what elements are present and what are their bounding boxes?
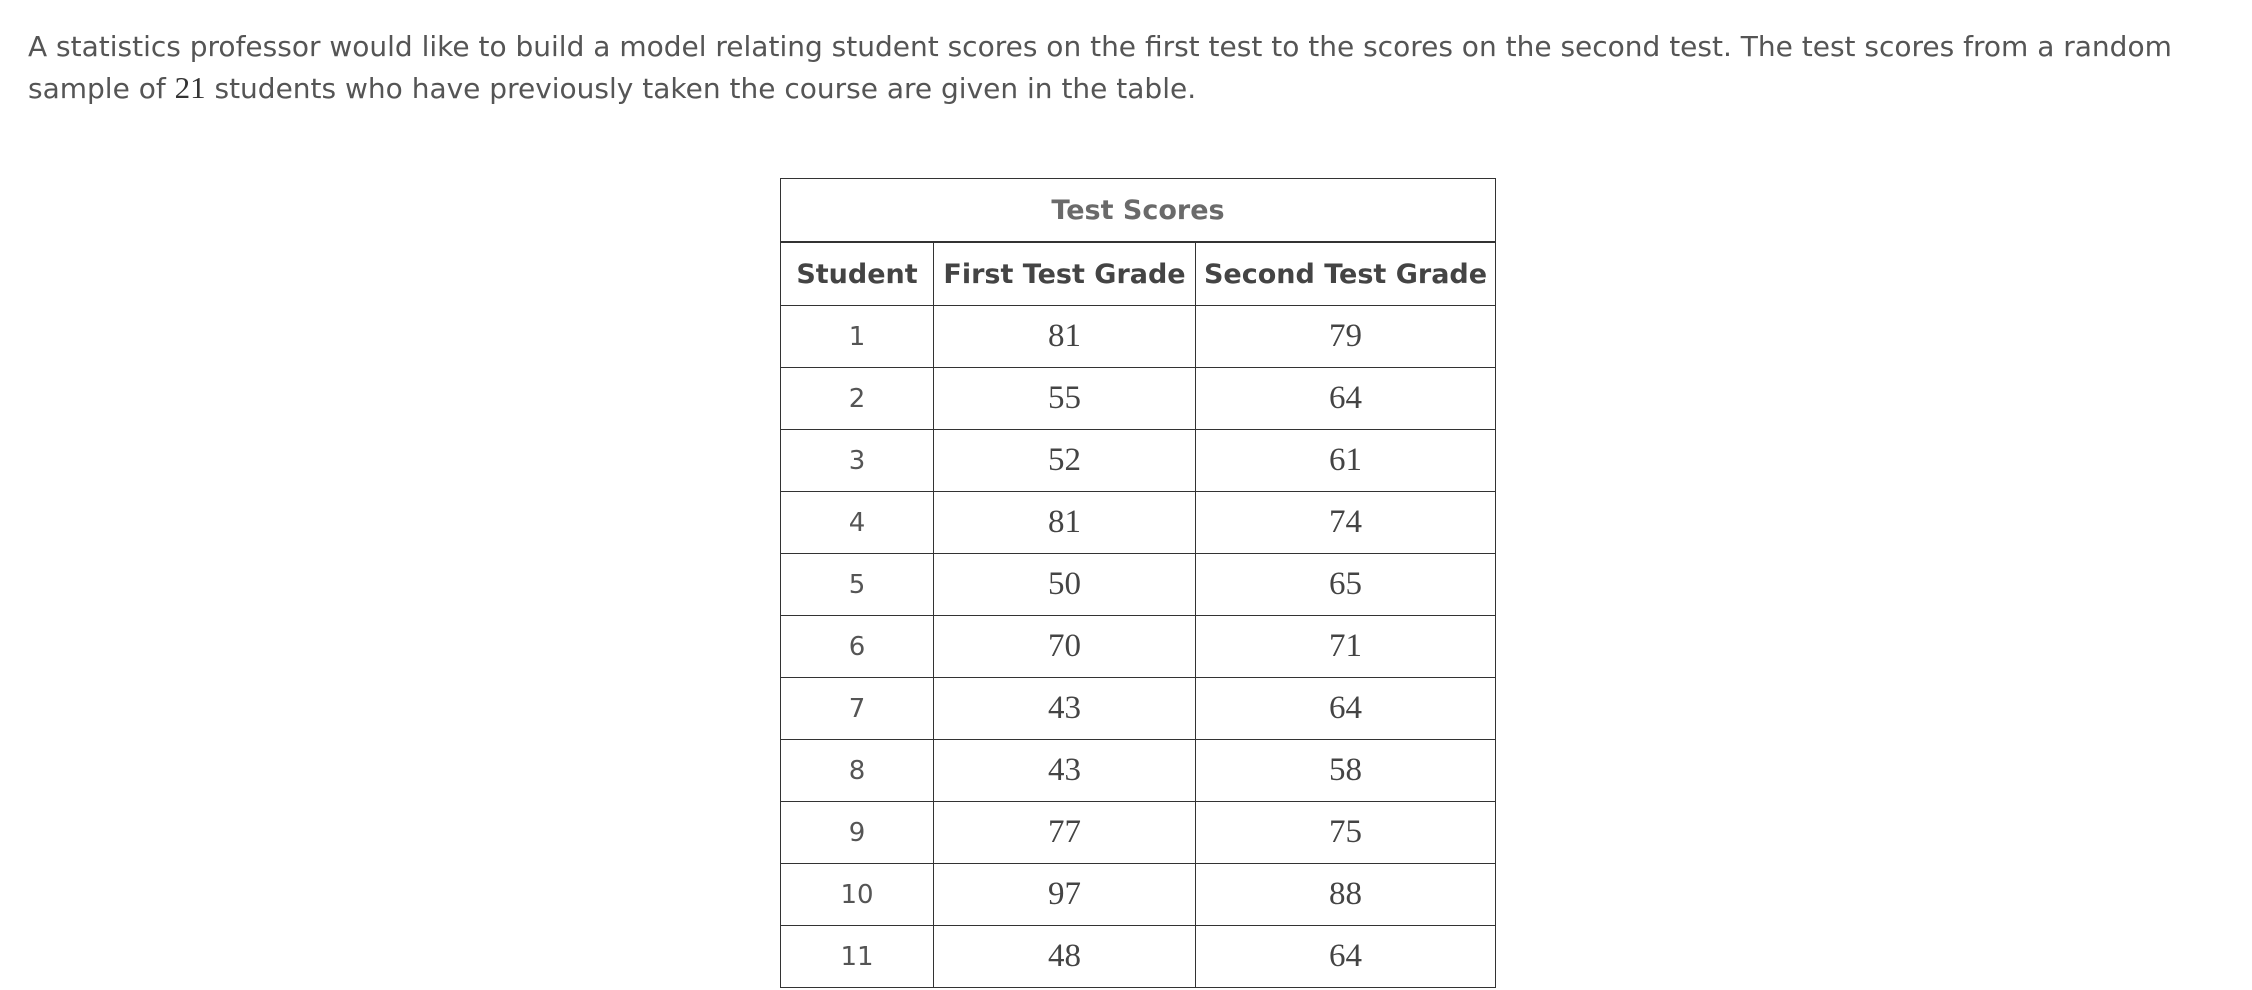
second-test-grade-cell: 64 xyxy=(1196,368,1496,430)
second-test-grade-cell: 61 xyxy=(1196,430,1496,492)
first-test-grade-cell: 55 xyxy=(934,368,1196,430)
second-test-grade-cell: 58 xyxy=(1196,740,1496,802)
table-row xyxy=(781,306,1496,368)
column-header-student: Student xyxy=(781,242,934,306)
student-number-cell: 3 xyxy=(781,430,934,492)
sample-size: 21 xyxy=(174,70,206,105)
second-test-grade-cell: 64 xyxy=(1196,926,1496,988)
table-row xyxy=(781,802,1496,864)
second-test-grade-cell: 65 xyxy=(1196,554,1496,616)
test-scores-table xyxy=(780,178,1496,988)
student-number-cell: 2 xyxy=(781,368,934,430)
table-row xyxy=(781,430,1496,492)
table-row xyxy=(781,740,1496,802)
column-header-first-test-grade: First Test Grade xyxy=(934,242,1196,306)
first-test-grade-cell: 43 xyxy=(934,740,1196,802)
problem-text-after: students who have previously taken the course are given in the table. xyxy=(205,72,1197,105)
student-number-cell: 1 xyxy=(781,306,934,368)
first-test-grade-cell: 43 xyxy=(934,678,1196,740)
table-caption: Test Scores xyxy=(781,179,1496,243)
column-header-second-test-grade: Second Test Grade xyxy=(1196,242,1496,306)
second-test-grade-cell: 74 xyxy=(1196,492,1496,554)
first-test-grade-cell: 81 xyxy=(934,306,1196,368)
second-test-grade-cell: 88 xyxy=(1196,864,1496,926)
table-row xyxy=(781,678,1496,740)
student-number-cell: 9 xyxy=(781,802,934,864)
second-test-grade-cell: 71 xyxy=(1196,616,1496,678)
student-number-cell: 7 xyxy=(781,678,934,740)
student-number-cell: 11 xyxy=(781,926,934,988)
second-test-grade-cell: 75 xyxy=(1196,802,1496,864)
table-row xyxy=(781,926,1496,988)
second-test-grade-cell: 64 xyxy=(1196,678,1496,740)
student-number-cell: 5 xyxy=(781,554,934,616)
table-row xyxy=(781,616,1496,678)
first-test-grade-cell: 77 xyxy=(934,802,1196,864)
student-number-cell: 8 xyxy=(781,740,934,802)
student-number-cell: 10 xyxy=(781,864,934,926)
first-test-grade-cell: 50 xyxy=(934,554,1196,616)
first-test-grade-cell: 48 xyxy=(934,926,1196,988)
first-test-grade-cell: 81 xyxy=(934,492,1196,554)
problem-text-before: A statistics professor would like to build a model relating student scores on the first test to the scores on the second test. The test scores from a random sample of xyxy=(28,30,2172,105)
first-test-grade-cell: 70 xyxy=(934,616,1196,678)
second-test-grade-cell: 79 xyxy=(1196,306,1496,368)
first-test-grade-cell: 97 xyxy=(934,864,1196,926)
table-row xyxy=(781,368,1496,430)
table-row xyxy=(781,864,1496,926)
table-row xyxy=(781,554,1496,616)
student-number-cell: 6 xyxy=(781,616,934,678)
first-test-grade-cell: 52 xyxy=(934,430,1196,492)
problem-statement xyxy=(28,26,2208,109)
table-body xyxy=(781,306,1496,988)
table-row xyxy=(781,492,1496,554)
student-number-cell: 4 xyxy=(781,492,934,554)
